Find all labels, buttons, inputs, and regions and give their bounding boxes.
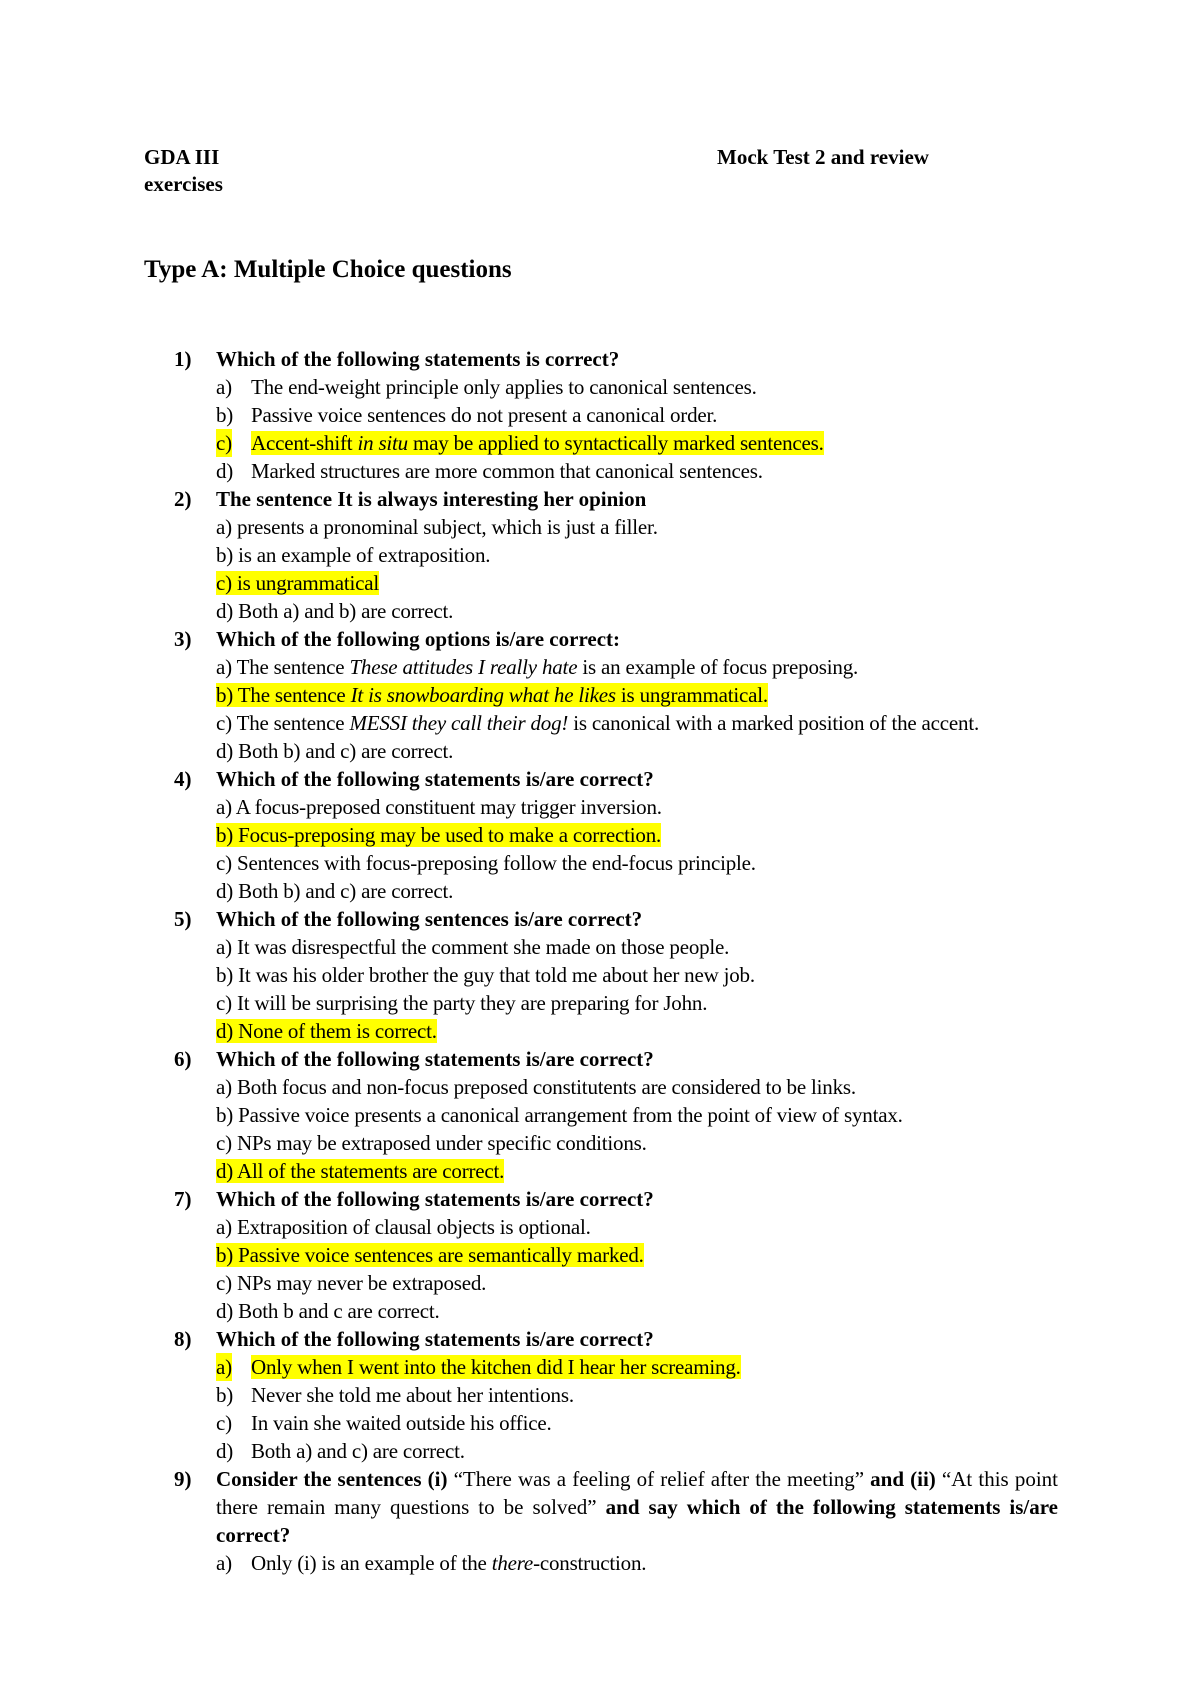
question-number: 4) — [174, 767, 192, 791]
option-italic-term: in situ — [357, 431, 408, 455]
question-number: 6) — [174, 1047, 192, 1071]
option-c: c) Sentences with focus-preposing follow the end-focus principle. — [216, 851, 756, 875]
option-text: Never she told me about her intentions. — [251, 1383, 574, 1407]
question-text-part: Consider the sentences (i) — [216, 1467, 454, 1491]
option-a: a) Both focus and non-focus preposed constitutents are considered to be links. — [216, 1075, 856, 1099]
option-a: a) It was disrespectful the comment she made on those people. — [216, 935, 730, 959]
course-header — [144, 144, 223, 198]
question-text: Which of the following statements is/are correct? — [216, 767, 654, 791]
option-text: Passive voice sentences do not present a canonical order. — [251, 403, 718, 427]
option-a-correct — [216, 1353, 1058, 1381]
quoted-sentence-i: “There was a feeling of relief after the meeting” — [453, 1467, 865, 1491]
option-italic-sentence: MESSI they call their dog! — [349, 711, 569, 735]
option-c-correct — [216, 429, 1058, 457]
option-b-correct — [216, 1241, 1058, 1269]
option-text-rest: is ungrammatical. — [615, 683, 768, 707]
question-1 — [0, 345, 1200, 485]
option-d: d) Both b) and c) are correct. — [216, 739, 454, 763]
option-text: In vain she waited outside his office. — [251, 1411, 552, 1435]
question-number: 7) — [174, 1187, 192, 1211]
course-subtitle: exercises — [144, 172, 223, 196]
option-text: Accent-shift — [251, 431, 358, 455]
question-2 — [0, 485, 1200, 625]
question-text: Which of the following statements is/are correct? — [216, 1187, 654, 1211]
option-c: c) NPs may never be extraposed. — [216, 1271, 487, 1295]
option-text: Only (i) is an example of the — [251, 1551, 492, 1575]
option-text-rest: is canonical with a marked position of the accent. — [568, 711, 980, 735]
option-text: b) Focus-preposing may be used to make a correction. — [216, 823, 662, 847]
option-b — [216, 401, 1058, 429]
question-number: 8) — [174, 1327, 192, 1351]
option-d: d) Both a) and b) are correct. — [216, 599, 454, 623]
question-text: Which of the following statements is correct? — [216, 347, 620, 371]
option-d — [216, 457, 1058, 485]
option-c — [216, 1409, 1058, 1437]
option-text: The end-weight principle only applies to canonical sentences. — [251, 375, 757, 399]
option-a: a) A focus-preposed constituent may trigger inversion. — [216, 795, 662, 819]
question-3 — [0, 625, 1200, 765]
question-5 — [0, 905, 1200, 1045]
question-number: 9) — [174, 1467, 192, 1491]
option-italic-term: there — [491, 1551, 534, 1575]
option-d-correct — [216, 1017, 1058, 1045]
option-d: d) Both b) and c) are correct. — [216, 879, 454, 903]
option-b-correct — [216, 821, 1058, 849]
question-number: 3) — [174, 627, 192, 651]
option-text: d) All of the statements are correct. — [216, 1159, 505, 1183]
option-text-rest: may be applied to syntactically marked sentences. — [407, 431, 824, 455]
question-text: Which of the following options is/are correct: — [216, 627, 621, 651]
option-letter: d) — [216, 459, 234, 483]
question-text: The sentence It is always interesting her opinion — [216, 487, 647, 511]
question-9 — [0, 1465, 1200, 1577]
option-d-correct — [216, 1157, 1058, 1185]
course-name: GDA III — [144, 145, 220, 169]
option-text: Marked structures are more common that canonical sentences. — [251, 459, 763, 483]
option-letter: c) — [216, 431, 232, 455]
option-a — [216, 1549, 1058, 1577]
option-text: c) The sentence — [216, 711, 350, 735]
test-title: Mock Test 2 and review — [717, 145, 929, 169]
option-a — [216, 653, 1058, 681]
section-title: Type A: Multiple Choice questions — [144, 256, 512, 283]
question-7 — [0, 1185, 1200, 1325]
option-letter: c) — [216, 1411, 232, 1435]
option-b — [216, 1381, 1058, 1409]
option-text: c) is ungrammatical — [216, 571, 379, 595]
option-text-rest: is an example of focus preposing. — [577, 655, 859, 679]
question-text-part: and say which of the following statements is/are correct? — [216, 1495, 1059, 1547]
option-b: b) is an example of extraposition. — [216, 543, 491, 567]
option-a: a) Extraposition of clausal objects is optional. — [216, 1215, 591, 1239]
option-text-rest: -construction. — [533, 1551, 647, 1575]
option-italic-sentence: It is snowboarding what he likes — [350, 683, 616, 707]
option-c — [216, 709, 1058, 737]
option-a: a) presents a pronominal subject, which is just a filler. — [216, 515, 658, 539]
question-list — [0, 345, 1200, 1577]
option-b: b) It was his older brother the guy that told me about her new job. — [216, 963, 755, 987]
option-text: Only when I went into the kitchen did I hear her screaming. — [251, 1355, 741, 1379]
question-number: 2) — [174, 487, 192, 511]
question-6 — [0, 1045, 1200, 1185]
option-letter: b) — [216, 403, 234, 427]
question-number: 5) — [174, 907, 192, 931]
option-d: d) Both b and c are correct. — [216, 1299, 440, 1323]
option-text: b) Passive voice sentences are semantically marked. — [216, 1243, 644, 1267]
option-text: a) The sentence — [216, 655, 350, 679]
option-d — [216, 1437, 1058, 1465]
option-a — [216, 373, 1058, 401]
option-text: d) None of them is correct. — [216, 1019, 437, 1043]
question-text-part: and (ii) — [864, 1467, 942, 1491]
option-b-correct — [216, 681, 1058, 709]
question-text: Which of the following statements is/are correct? — [216, 1047, 654, 1071]
option-letter: d) — [216, 1439, 234, 1463]
question-text: Which of the following sentences is/are correct? — [216, 907, 643, 931]
option-letter: b) — [216, 1383, 234, 1407]
option-text: Both a) and c) are correct. — [251, 1439, 465, 1463]
option-letter: a) — [216, 375, 232, 399]
question-8 — [0, 1325, 1200, 1465]
question-text — [216, 1465, 1058, 1549]
option-c-correct — [216, 569, 1058, 597]
question-4 — [0, 765, 1200, 905]
option-c: c) It will be surprising the party they are preparing for John. — [216, 991, 708, 1015]
option-text: b) The sentence — [216, 683, 351, 707]
quoted-sentence-ii: “At this point there remain many questions to be solved” — [216, 1467, 1058, 1519]
question-text: Which of the following statements is/are correct? — [216, 1327, 654, 1351]
option-b: b) Passive voice presents a canonical arrangement from the point of view of syntax. — [216, 1103, 903, 1127]
option-italic-sentence: These attitudes I really hate — [349, 655, 578, 679]
question-number: 1) — [174, 347, 192, 371]
option-letter: a) — [216, 1551, 232, 1575]
option-c: c) NPs may be extraposed under specific conditions. — [216, 1131, 647, 1155]
option-letter: a) — [216, 1355, 232, 1379]
